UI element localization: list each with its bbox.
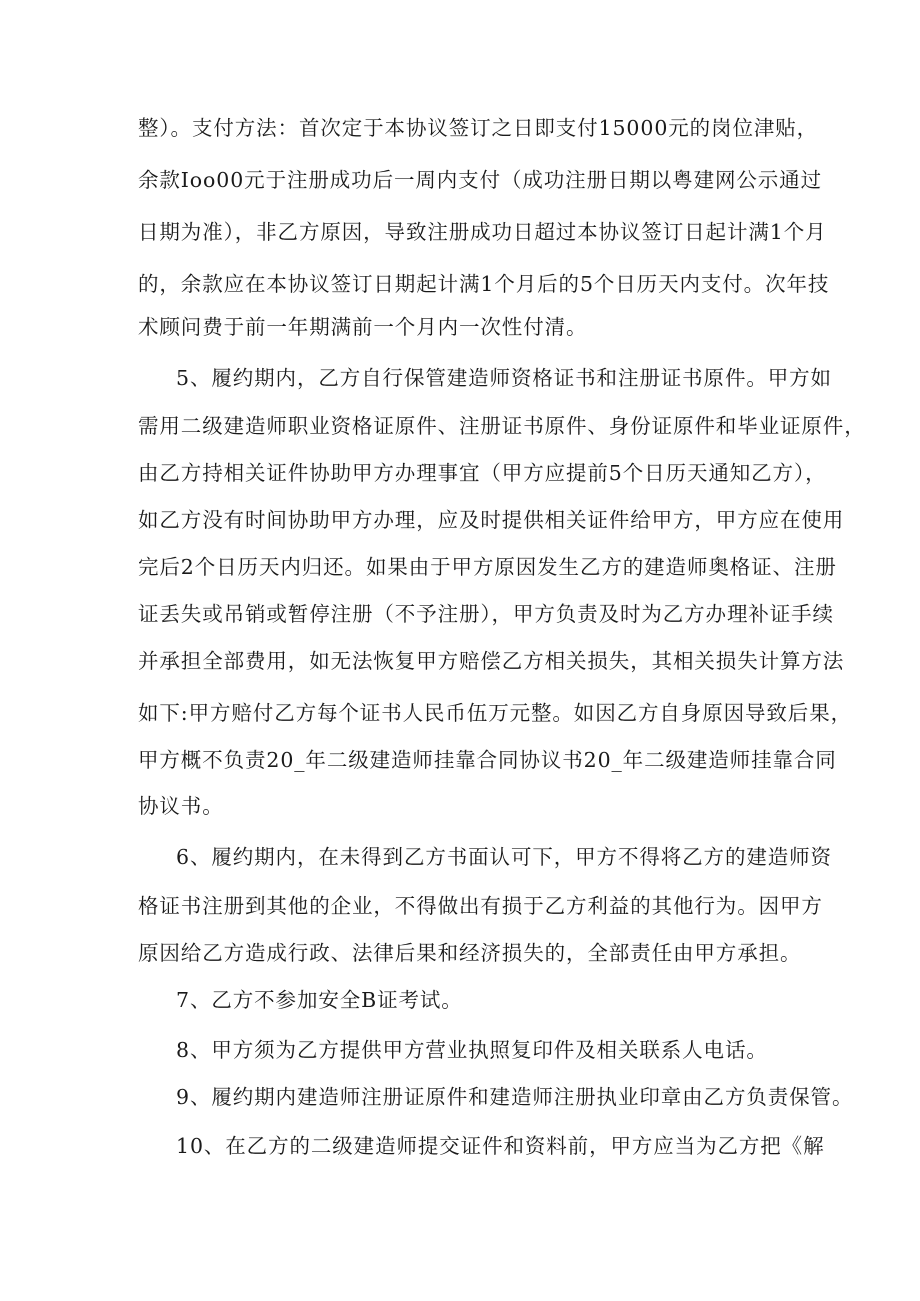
text-line: 术顾问费于前一年期满前一个月内一次性付清。 — [138, 315, 588, 339]
paragraph-7: 7、乙方不参加安全B证考试。 — [176, 988, 463, 1012]
text-line: 并承担全部费用，如无法恢复甲方赔偿乙方相关损失，其相关损失计算方法 — [138, 649, 845, 673]
text-line: 如下:甲方赔付乙方每个证书人民币伍万元整。如因乙方自身原因导致后果， — [138, 701, 853, 725]
text-line: 由乙方持相关证件协助甲方办理事宜（甲方应提前5个日历天通知乙方）， — [138, 461, 827, 485]
paragraph-5-start: 5、履约期内，乙方自行保管建造师资格证书和注册证书原件。甲方如 — [176, 366, 832, 390]
paragraph-6-start: 6、履约期内，在未得到乙方书面认可下，甲方不得将乙方的建造师资 — [176, 845, 832, 869]
text-line: 完后2个日历天内归还。如果由于甲方原因发生乙方的建造师奥格证、注册 — [138, 555, 837, 579]
text-line: 格证书注册到其他的企业，不得做出有损于乙方利益的其他行为。因甲方 — [138, 894, 823, 918]
text-line: 原因给乙方造成行政、法律后果和经济损失的，全部责任由甲方承担。 — [138, 941, 802, 965]
text-line: 甲方概不负责20_年二级建造师挂靠合同协议书20_年二级建造师挂靠合同 — [138, 748, 837, 772]
text-line: 日期为准），非乙方原因，导致注册成功日超过本协议签订日起计满1个月 — [138, 220, 827, 244]
text-line: 余款Ioo00元于注册成功后一周内支付（成功注册日期以粤建网公示通过 — [138, 168, 822, 192]
text-line: 协议书。 — [138, 794, 224, 818]
text-line: 的，余款应在本协议签订日期起计满1个月后的5个日历天内支付。次年技 — [138, 272, 830, 296]
text-line: 整）。支付方法：首次定于本协议签订之日即支付15000元的岗位津贴， — [138, 116, 819, 140]
paragraph-10-start: 10、在乙方的二级建造师提交证件和资料前，甲方应当为乙方把《解 — [176, 1134, 825, 1158]
paragraph-8: 8、甲方须为乙方提供甲方营业执照复印件及相关联系人电话。 — [176, 1038, 768, 1062]
paragraph-9: 9、履约期内建造师注册证原件和建造师注册执业印章由乙方负责保管。 — [176, 1085, 854, 1109]
text-line: 需用二级建造师职业资格证原件、注册证书原件、身份证原件和毕业证原件， — [138, 414, 866, 438]
text-line: 如乙方没有时间协助甲方办理，应及时提供相关证件给甲方，甲方应在使用 — [138, 508, 845, 532]
text-line: 证丢失或吊销或暂停注册（不予注册），甲方负责及时为乙方办理补证手续 — [138, 602, 834, 626]
